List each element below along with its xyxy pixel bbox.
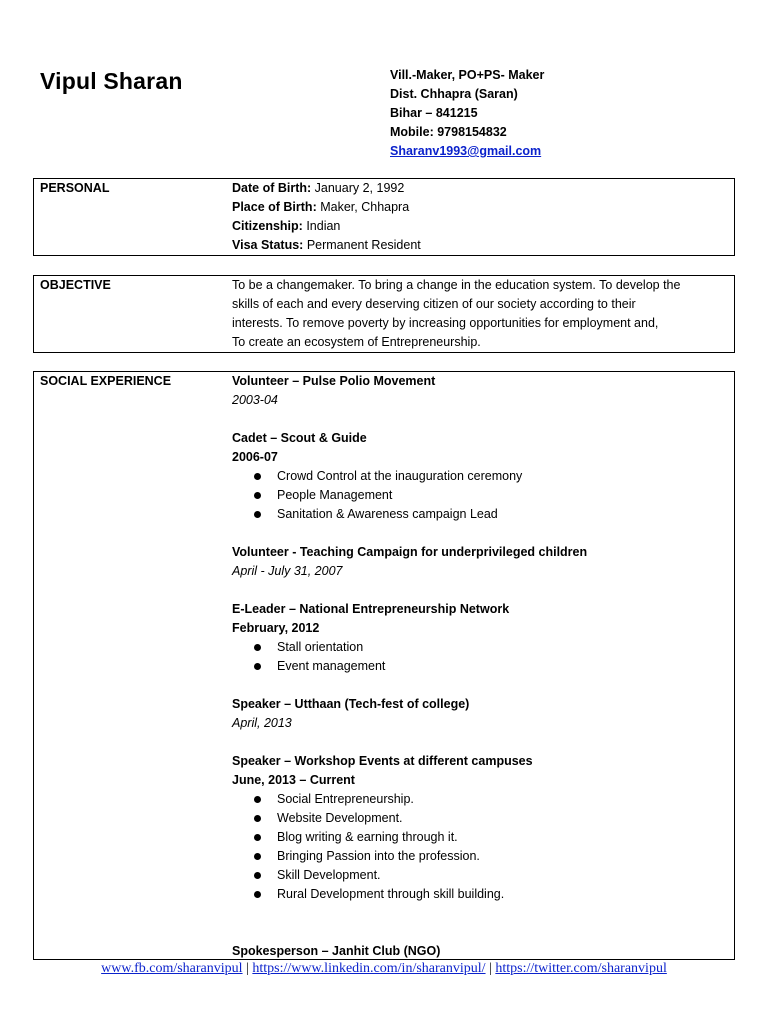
address-line: Dist. Chhapra (Saran) <box>390 87 518 101</box>
bullet-icon <box>254 796 261 803</box>
link-separator: | <box>489 961 492 976</box>
bullet-icon <box>254 644 261 651</box>
bullet-item <box>232 638 728 657</box>
resume-name: Vipul Sharan <box>40 68 183 94</box>
mobile-line: Mobile: 9798154832 <box>390 125 507 139</box>
bullet-text: Event management <box>277 659 386 673</box>
experience-title: Spokesperson – Janhit Club (NGO) <box>232 944 441 958</box>
bullet-item <box>232 866 728 885</box>
experience-date: February, 2012 <box>232 621 320 635</box>
personal-field <box>232 198 728 217</box>
bullet-icon <box>254 663 261 670</box>
address-line: Vill.-Maker, PO+PS- Maker <box>390 68 545 82</box>
facebook-link[interactable]: www.fb.com/sharanvipul <box>101 961 243 976</box>
linkedin-link[interactable]: https://www.linkedin.com/in/sharanvipul/ <box>252 961 486 976</box>
twitter-link[interactable]: https://twitter.com/sharanvipul <box>495 961 667 976</box>
experience-title: Volunteer – Pulse Polio Movement <box>232 374 436 388</box>
experience-list <box>232 372 728 980</box>
bullet-item <box>232 505 728 524</box>
objective-line: To create an ecosystem of Entrepreneurship. <box>232 335 481 349</box>
experience-item <box>232 372 728 410</box>
field-value: Permanent Resident <box>306 238 421 252</box>
bullet-icon <box>254 492 261 499</box>
field-key: Citizenship: <box>232 219 303 233</box>
personal-field <box>232 179 728 198</box>
bullet-text: Website Development. <box>277 811 403 825</box>
bullet-item <box>232 828 728 847</box>
bullet-icon <box>254 834 261 841</box>
bullet-text: Bringing Passion into the profession. <box>277 849 480 863</box>
experience-date: 2003-04 <box>232 393 278 407</box>
experience-date: April - July 31, 2007 <box>232 564 343 578</box>
bullet-list <box>232 467 728 524</box>
bullet-text: Crowd Control at the inauguration ceremony <box>277 469 523 483</box>
objective-text <box>232 276 728 352</box>
experience-item <box>232 429 728 524</box>
field-value: Maker, Chhapra <box>320 200 410 214</box>
personal-fields <box>232 179 728 255</box>
bullet-text: Stall orientation <box>277 640 364 654</box>
experience-title: Cadet – Scout & Guide <box>232 431 367 445</box>
social-experience-section <box>33 371 735 960</box>
experience-date: June, 2013 – Current <box>232 773 355 787</box>
bullet-text: Rural Development through skill building. <box>277 887 505 901</box>
bullet-icon <box>254 815 261 822</box>
experience-title: Speaker – Workshop Events at different campuses <box>232 754 533 768</box>
experience-date: 2006-07 <box>232 450 278 464</box>
field-key: Place of Birth: <box>232 200 317 214</box>
bullet-icon <box>254 473 261 480</box>
personal-field <box>232 236 728 255</box>
objective-section <box>33 275 735 353</box>
field-value: January 2, 1992 <box>314 181 405 195</box>
bullet-item <box>232 486 728 505</box>
section-label: OBJECTIVE <box>40 278 111 292</box>
bullet-icon <box>254 872 261 879</box>
link-separator: | <box>246 961 249 976</box>
email-link[interactable]: Sharanv1993@gmail.com <box>390 144 542 158</box>
bullet-icon <box>254 853 261 860</box>
section-label: SOCIAL EXPERIENCE <box>40 374 172 388</box>
bullet-item <box>232 657 728 676</box>
bullet-list <box>232 638 728 676</box>
bullet-item <box>232 809 728 828</box>
bullet-text: Skill Development. <box>277 868 381 882</box>
bullet-item <box>232 847 728 866</box>
bullet-item <box>232 467 728 486</box>
bullet-text: Sanitation & Awareness campaign Lead <box>277 507 498 521</box>
experience-date: April, 2013 <box>232 716 292 730</box>
bullet-text: People Management <box>277 488 393 502</box>
objective-line: skills of each and every deserving citizen of our society according to their <box>232 297 636 311</box>
section-label: PERSONAL <box>40 181 110 195</box>
field-key: Date of Birth: <box>232 181 312 195</box>
bullet-icon <box>254 891 261 898</box>
experience-title: Speaker – Utthaan (Tech-fest of college) <box>232 697 470 711</box>
personal-section <box>33 178 735 256</box>
bullet-icon <box>254 511 261 518</box>
bullet-item <box>232 885 728 904</box>
experience-item <box>232 543 728 581</box>
experience-item <box>232 942 728 961</box>
address-line: Bihar – 841215 <box>390 106 478 120</box>
objective-line: interests. To remove poverty by increasing opportunities for employment and, <box>232 316 659 330</box>
experience-item <box>232 600 728 676</box>
footer-links <box>0 961 768 977</box>
bullet-item <box>232 790 728 809</box>
personal-field <box>232 217 728 236</box>
experience-title: E-Leader – National Entrepreneurship Network <box>232 602 510 616</box>
bullet-text: Blog writing & earning through it. <box>277 830 458 844</box>
experience-item <box>232 695 728 733</box>
bullet-text: Social Entrepreneurship. <box>277 792 414 806</box>
field-value: Indian <box>306 219 341 233</box>
contact-block <box>390 66 544 161</box>
bullet-list <box>232 790 728 904</box>
experience-title: Volunteer - Teaching Campaign for underprivileged children <box>232 545 588 559</box>
objective-line: To be a changemaker. To bring a change in the education system. To develop the <box>232 278 681 292</box>
experience-item <box>232 752 728 904</box>
field-key: Visa Status: <box>232 238 304 252</box>
